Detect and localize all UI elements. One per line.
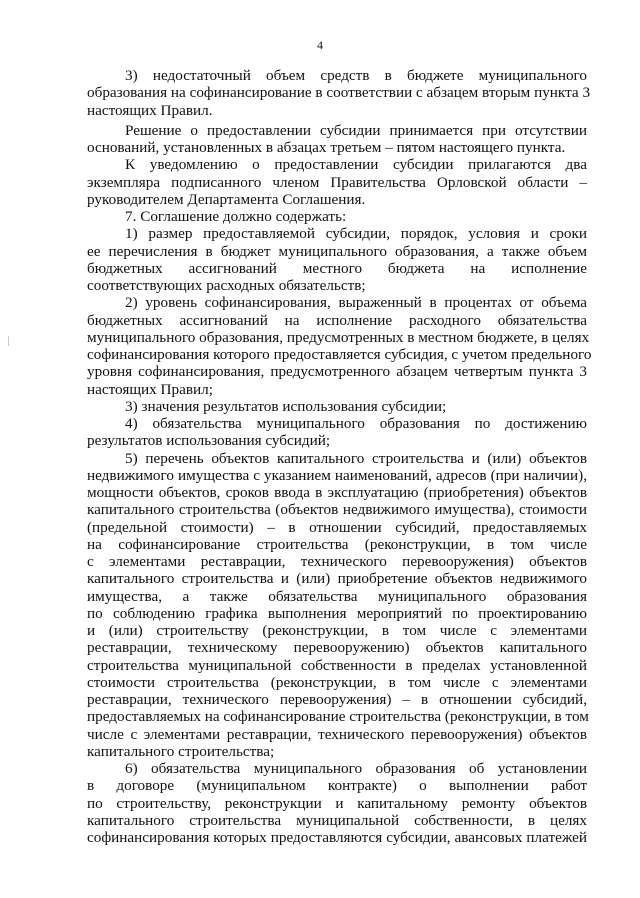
text-line: недвижимого имущества с указанием наименований, адресов (при наличии), — [87, 466, 587, 484]
text-line: настоящих Правил. — [87, 101, 213, 119]
text-line: настоящих Правил; — [87, 380, 213, 398]
text-line: предоставляемых на софинансирование строительства (реконструкции, в том — [87, 708, 589, 726]
text-line: экземпляра подписанного членом Правительства Орловской области – — [87, 173, 587, 191]
text-line: и (или) строительству (реконструкции, в том числе с элементами — [87, 622, 587, 639]
text-line: руководителем Департамента Соглашения. — [87, 190, 366, 208]
text-line: софинансирования которых предоставляются субсидии, авансовых платежей — [87, 829, 587, 846]
text-line: 2) уровень софинансирования, выраженный в процентах от объема — [125, 294, 587, 312]
document-body — [87, 67, 592, 846]
text-line: мощности объектов, сроков ввода в эксплуатацию (приобретения) объектов — [87, 484, 587, 501]
text-line: 6) обязательства муниципального образования об установлении — [125, 760, 587, 777]
text-line: бюджетных ассигнований местного бюджета на исполнение — [87, 259, 587, 277]
text-line: 3) недостаточный объем средств в бюджете муниципального — [125, 67, 587, 84]
text-line: К уведомлению о предоставлении субсидии прилагаются два — [125, 156, 587, 174]
text-line: стоимости строительства (реконструкции, в том числе с элементами — [87, 673, 587, 691]
text-line: (предельной стоимости) – в отношении субсидий, предоставляемых — [87, 518, 587, 536]
text-line: реставрации, технического перевооружения) – в отношении субсидий, — [87, 691, 587, 708]
text-line: 5) перечень объектов капитального строительства и (или) объектов — [125, 449, 587, 467]
text-line: по строительству, реконструкции и капитальному ремонту объектов — [87, 794, 587, 812]
text-line: образования на софинансирование в соответствии с абзацем вторым пункта 3 — [87, 84, 591, 102]
text-line: результатов использования субсидий; — [87, 432, 331, 450]
text-line: оснований, установленных в абзацах третьем – пятом настоящего пункта. — [87, 139, 566, 156]
margin-mark — [8, 336, 9, 346]
text-line: строительства муниципальной собственности в пределах установленной — [87, 656, 587, 674]
text-line: в договоре (муниципальном контракте) о выполнении работ — [87, 777, 587, 795]
text-line: имущества, а также обязательства муниципального образования — [87, 587, 587, 605]
text-line: муниципального образования, предусмотренных в местном бюджете, в целях — [87, 328, 590, 346]
text-line: с элементами реставрации, технического перевооружения) объектов — [87, 553, 587, 570]
text-line: 1) размер предоставляемой субсидии, порядок, условия и сроки — [125, 225, 587, 243]
page-number: 4 — [317, 38, 323, 52]
text-line: капитального строительства (объектов недвижимого имущества), стоимости — [87, 501, 587, 519]
text-line: реставрации, техническому перевооружению) объектов капитального — [87, 639, 587, 657]
text-line: капитального строительства и (или) приобретение объектов недвижимого — [87, 570, 587, 588]
text-line: 7. Соглашение должно содержать: — [125, 208, 347, 225]
text-line: числе с элементами реставрации, технического перевооружения) объектов — [87, 725, 587, 743]
text-line: на софинансирование строительства (реконструкции, в том числе — [87, 535, 587, 553]
text-line: по соблюдению графика выполнения мероприятий по проектированию — [87, 604, 587, 622]
text-line: Решение о предоставлении субсидии принимается при отсутствии — [125, 121, 587, 139]
text-line: 3) значения результатов использования субсидии; — [125, 397, 447, 415]
text-line: 4) обязательства муниципального образования по достижению — [125, 415, 587, 432]
text-line: бюджетных ассигнований на исполнение расходного обязательства — [87, 311, 587, 329]
text-line: ее перечисления в бюджет муниципального образования, а также объем — [87, 242, 587, 260]
text-line: соответствующих расходных обязательств; — [87, 277, 366, 294]
text-line: уровня софинансирования, предусмотренного абзацем четвертым пункта 3 — [87, 363, 587, 381]
text-line: капитального строительства муниципальной собственности, в целях — [87, 811, 587, 829]
text-line: капитального строительства; — [87, 742, 275, 760]
text-line: софинансирования которого предоставляется субсидия, с учетом предельного — [87, 346, 592, 363]
